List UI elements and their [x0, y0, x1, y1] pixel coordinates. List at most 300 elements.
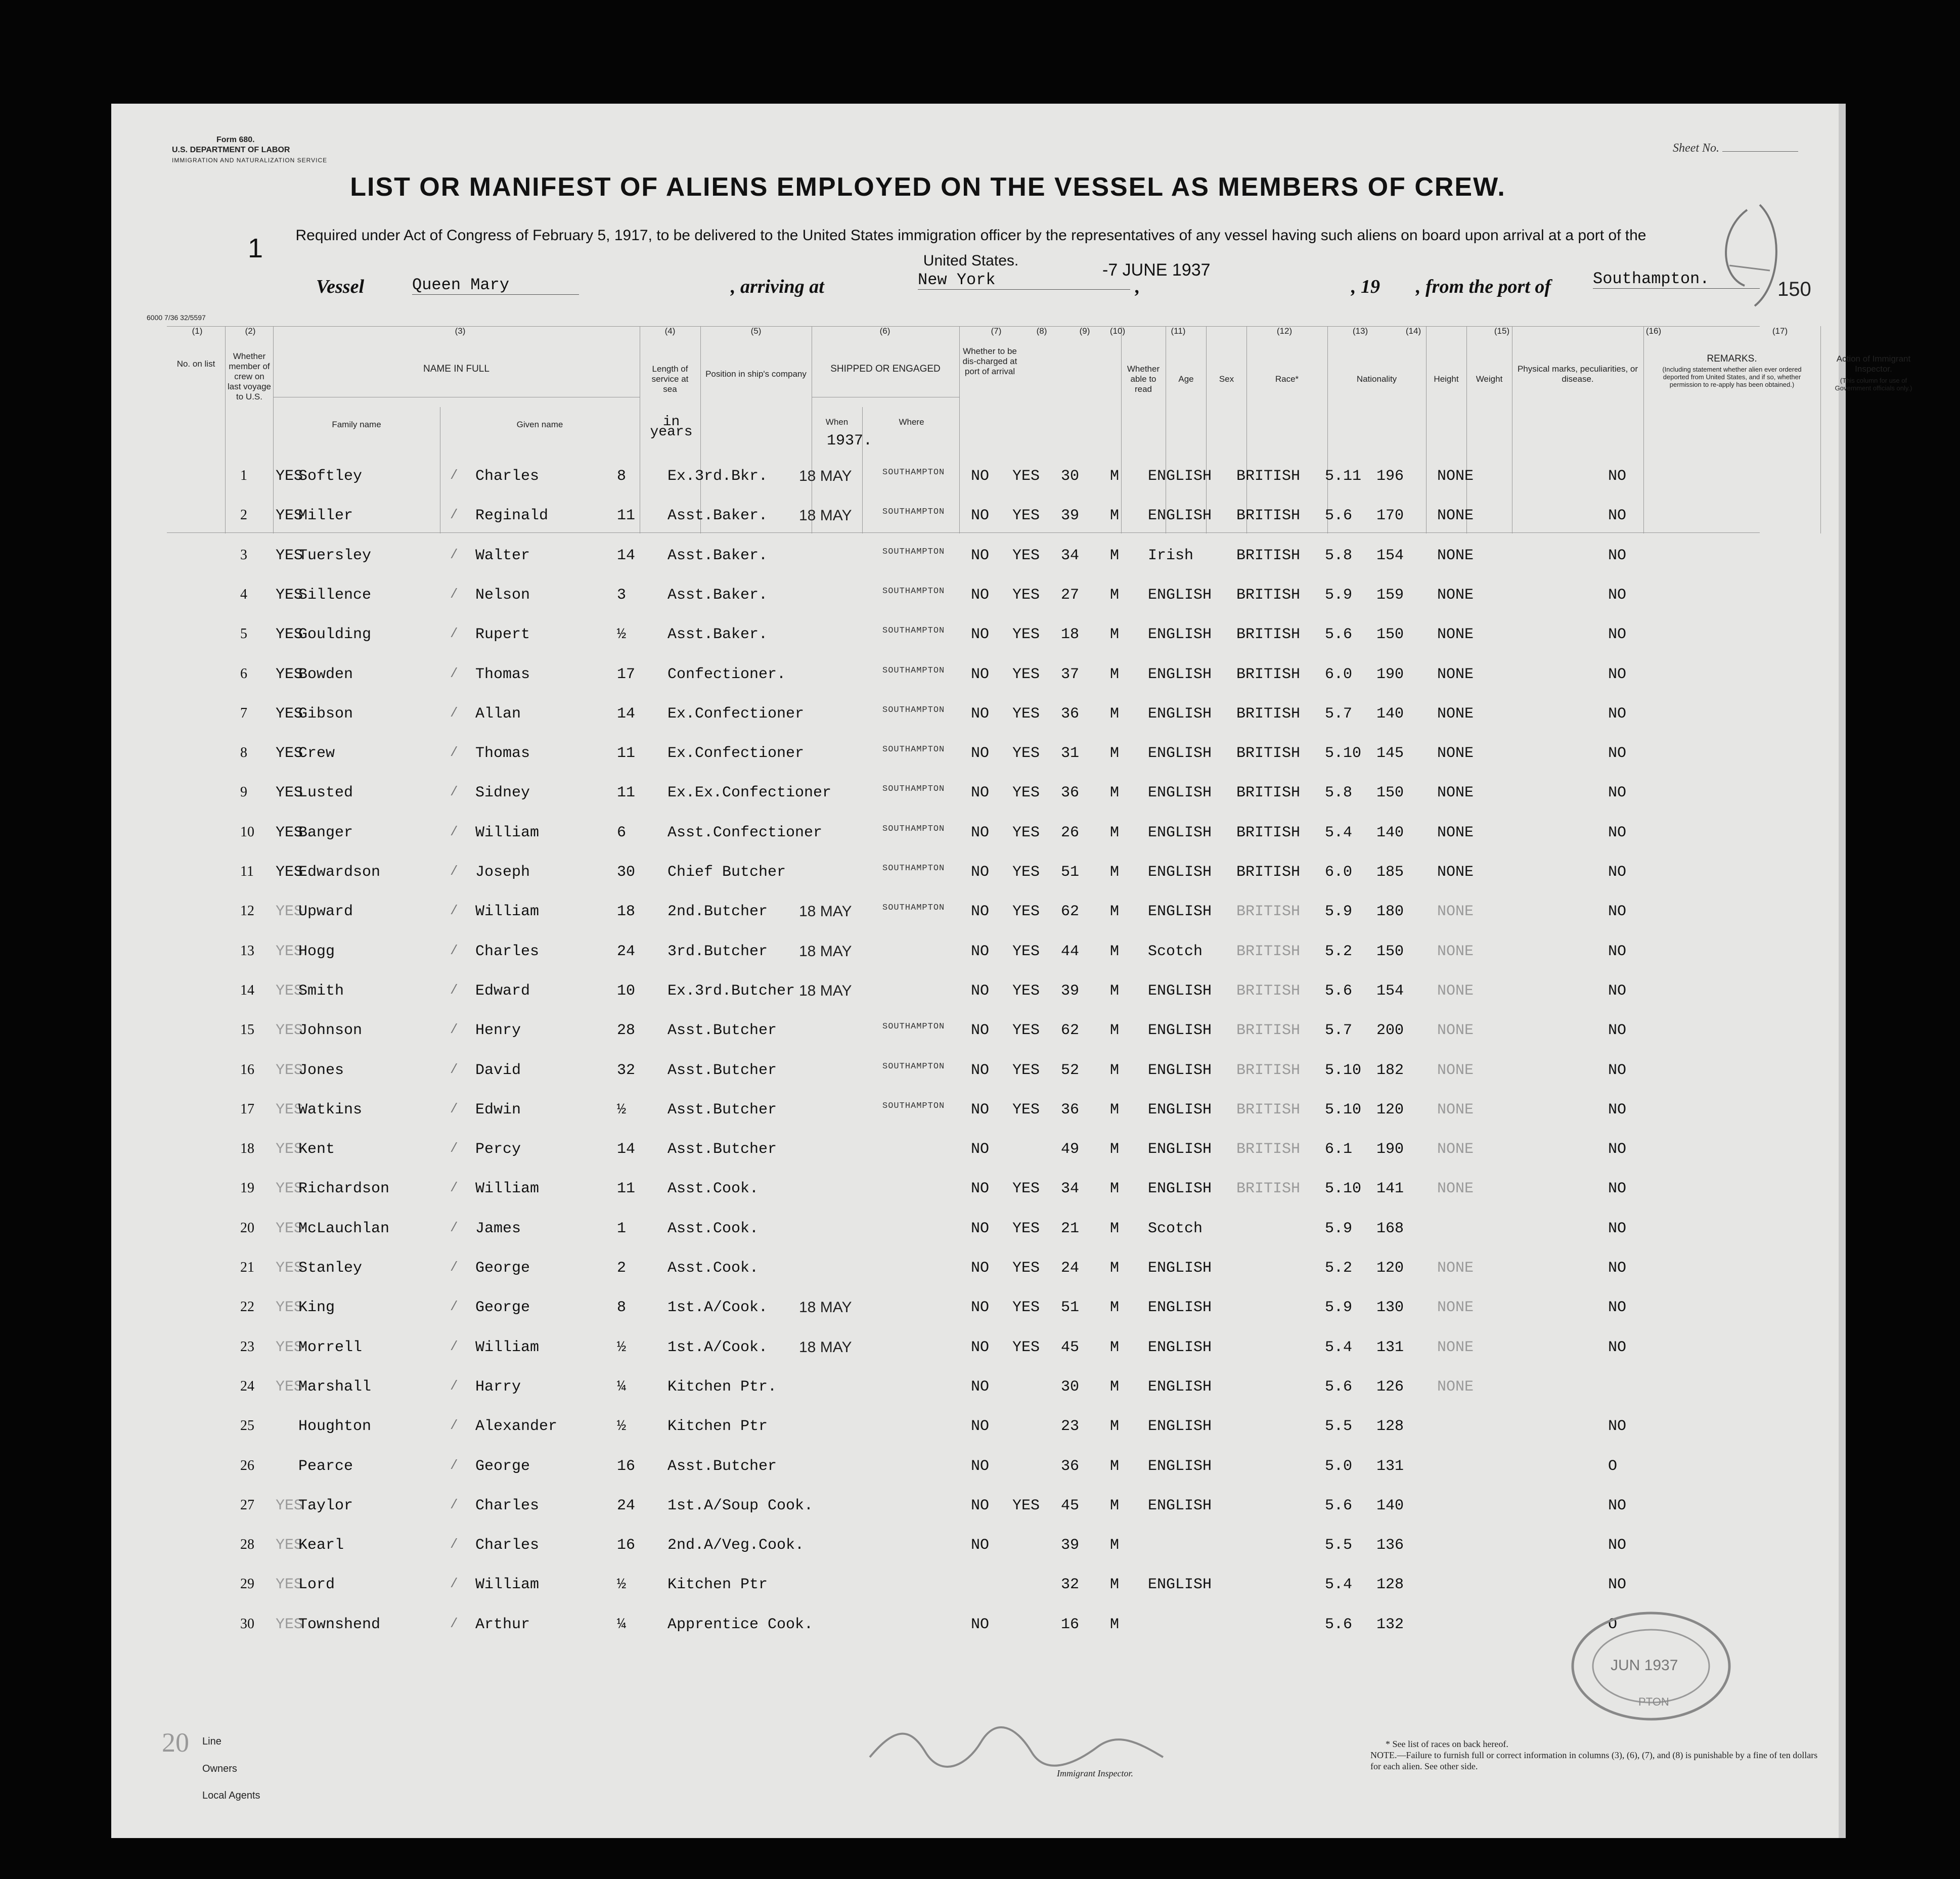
height: 5.6	[1325, 626, 1353, 644]
physical-marks: NONE	[1437, 626, 1474, 644]
ship-position: Asst.Butcher	[667, 1457, 777, 1475]
table-row	[111, 666, 1846, 705]
service-years: 14	[617, 1141, 636, 1158]
race: ENGLISH	[1148, 1022, 1212, 1040]
height: 5.9	[1325, 1299, 1353, 1317]
discharged-at-arrival: NO	[971, 1497, 990, 1514]
sheet-no-label: Sheet No.	[1673, 142, 1798, 155]
given-name: Edwin	[475, 1101, 521, 1119]
height: 5.6	[1325, 1378, 1353, 1396]
given-name: William	[475, 1576, 540, 1594]
ship-position: 1st.A/Cook.	[667, 1338, 768, 1356]
crew-member-last-voyage: YES	[276, 824, 303, 841]
discharged-at-arrival: NO	[971, 1537, 990, 1554]
hdr-length-service: Length of service at sea	[651, 364, 689, 394]
weight: 141	[1376, 1180, 1404, 1198]
given-name: Rupert	[475, 626, 530, 644]
race: ENGLISH	[1148, 665, 1212, 683]
table-row	[111, 507, 1846, 547]
hdr-given-name: Given name	[516, 420, 563, 429]
height: 5.4	[1325, 1338, 1353, 1356]
service-years: 18	[617, 903, 636, 921]
nationality: BRITISH	[1236, 1061, 1301, 1079]
sex: M	[1110, 1576, 1120, 1594]
shipped-where: SOUTHAMPTON	[882, 626, 945, 636]
weight: 154	[1376, 547, 1404, 564]
family-name: Lord	[298, 1576, 335, 1594]
discharged-at-arrival: NO	[971, 1220, 990, 1237]
discharged-at-arrival: NO	[971, 784, 990, 802]
row-number: 18	[240, 1141, 254, 1157]
sex: M	[1110, 982, 1120, 1000]
table-row	[111, 943, 1846, 982]
remarks: NO	[1608, 1022, 1627, 1040]
remarks: O	[1608, 1457, 1618, 1475]
physical-marks: NONE	[1437, 468, 1474, 485]
service-years: 11	[617, 745, 636, 763]
table-row	[111, 903, 1846, 943]
sex: M	[1110, 1061, 1120, 1079]
physical-marks: NONE	[1437, 1378, 1474, 1396]
height: 6.0	[1325, 665, 1353, 683]
weight: 131	[1376, 1457, 1404, 1475]
sex: M	[1110, 586, 1120, 604]
able-to-read: YES	[1012, 824, 1040, 841]
family-name: Crew	[298, 745, 335, 763]
stamp-date: JUN 1937	[1611, 1657, 1678, 1674]
weight: 190	[1376, 665, 1404, 683]
age: 62	[1061, 903, 1080, 921]
race: ENGLISH	[1148, 745, 1212, 763]
shipped-when: 18 MAY	[799, 943, 852, 960]
family-name: Miller	[298, 507, 353, 525]
discharged-at-arrival: NO	[971, 1338, 990, 1356]
crew-member-last-voyage: YES	[276, 903, 303, 921]
age: 36	[1061, 1457, 1080, 1475]
height: 5.6	[1325, 507, 1353, 525]
weight: 128	[1376, 1576, 1404, 1594]
shipped-year: 1937.	[827, 432, 873, 450]
check-tick: /	[450, 1418, 458, 1434]
crew-member-last-voyage: YES	[276, 1180, 303, 1198]
physical-marks: NONE	[1437, 1022, 1474, 1040]
physical-marks: NONE	[1437, 1338, 1474, 1356]
physical-marks: NONE	[1437, 1299, 1474, 1317]
col-num-14: (14)	[1405, 326, 1421, 336]
sex: M	[1110, 1418, 1120, 1436]
shipped-where: SOUTHAMPTON	[882, 665, 945, 676]
weight: 136	[1376, 1537, 1404, 1554]
age: 27	[1061, 586, 1080, 604]
row-number: 1	[240, 468, 247, 483]
check-tick: /	[450, 864, 458, 879]
physical-marks: NONE	[1437, 586, 1474, 604]
sex: M	[1110, 507, 1120, 525]
table-row	[111, 864, 1846, 903]
weight: 140	[1376, 705, 1404, 723]
check-tick: /	[450, 1260, 458, 1275]
given-name: Edward	[475, 982, 530, 1000]
row-number: 12	[240, 903, 254, 919]
table-row	[111, 468, 1846, 507]
crew-member-last-voyage: YES	[276, 1022, 303, 1040]
table-row	[111, 1062, 1846, 1101]
given-name: Thomas	[475, 665, 530, 683]
document-subtitle: Required under Act of Congress of February 5, 1917, to be delivered to the United States immigration officer by the representatives of any vessel having such aliens on board upon arrival at a port of the United States.	[295, 227, 1646, 269]
discharged-at-arrival: NO	[971, 547, 990, 564]
remarks: NO	[1608, 468, 1627, 485]
col-num-11: (11)	[1171, 326, 1186, 336]
service-years: 32	[617, 1061, 636, 1079]
physical-marks: NONE	[1437, 705, 1474, 723]
service-years: 17	[617, 665, 636, 683]
nationality: BRITISH	[1236, 745, 1301, 763]
height: 5.5	[1325, 1537, 1353, 1554]
physical-marks: NONE	[1437, 982, 1474, 1000]
table-row	[111, 1458, 1846, 1497]
family-name: Pearce	[298, 1457, 353, 1475]
weight: 130	[1376, 1299, 1404, 1317]
service-years: ½	[617, 1338, 627, 1356]
race: ENGLISH	[1148, 903, 1212, 921]
form-number: Form 680.	[216, 136, 255, 144]
family-name: King	[298, 1299, 335, 1317]
discharged-at-arrival: NO	[971, 705, 990, 723]
crew-member-last-voyage: YES	[276, 1576, 303, 1594]
physical-marks: NONE	[1437, 864, 1474, 881]
crew-member-last-voyage: YES	[276, 864, 303, 881]
shipped-when: 18 MAY	[799, 982, 852, 999]
weight: 159	[1376, 586, 1404, 604]
nationality: BRITISH	[1236, 1022, 1301, 1040]
check-tick: /	[450, 745, 458, 760]
check-tick: /	[450, 1616, 458, 1631]
age: 21	[1061, 1220, 1080, 1237]
service-years: 16	[617, 1537, 636, 1554]
height: 5.6	[1325, 1616, 1353, 1633]
ship-position: Asst.Cook.	[667, 1180, 759, 1198]
shipped-where: SOUTHAMPTON	[882, 824, 945, 834]
sex: M	[1110, 1022, 1120, 1040]
ship-position: 1st.A/Cook.	[667, 1299, 768, 1317]
family-name: Houghton	[298, 1418, 372, 1436]
col-num-4: (4)	[664, 326, 676, 336]
height: 5.10	[1325, 1180, 1362, 1198]
given-name: Thomas	[475, 745, 530, 763]
given-name: Percy	[475, 1141, 521, 1158]
discharged-at-arrival: NO	[971, 1141, 990, 1158]
discharged-at-arrival: NO	[971, 626, 990, 644]
shipped-where: SOUTHAMPTON	[882, 705, 945, 715]
service-years: ½	[617, 1101, 627, 1119]
nationality: BRITISH	[1236, 586, 1301, 604]
table-row	[111, 1299, 1846, 1338]
col-num-17: (17)	[1772, 326, 1788, 336]
crew-member-last-voyage: YES	[276, 1141, 303, 1158]
crew-member-last-voyage: YES	[276, 784, 303, 802]
family-name: Jones	[298, 1061, 344, 1079]
ship-position: Ex.Confectioner	[667, 705, 805, 723]
crew-member-last-voyage: YES	[276, 982, 303, 1000]
weight: 150	[1376, 626, 1404, 644]
race: ENGLISH	[1148, 1457, 1212, 1475]
height: 5.9	[1325, 586, 1353, 604]
hdr-shipped-engaged: SHIPPED OR ENGAGED	[830, 364, 941, 374]
given-name: Charles	[475, 943, 540, 960]
remarks: NO	[1608, 1220, 1627, 1237]
remarks: NO	[1608, 1141, 1627, 1158]
family-name: Edwardson	[298, 864, 381, 881]
check-tick: /	[450, 903, 458, 919]
nationality: BRITISH	[1236, 1141, 1301, 1158]
age: 32	[1061, 1576, 1080, 1594]
service-years: ½	[617, 626, 627, 644]
discharged-at-arrival: NO	[971, 1616, 990, 1633]
hdr-action-note: (This column for use of Government officials only.)	[1835, 377, 1912, 392]
check-tick: /	[450, 586, 458, 602]
col-num-10: (10)	[1109, 326, 1126, 336]
discharged-at-arrival: NO	[971, 1022, 990, 1040]
nationality: BRITISH	[1236, 468, 1301, 485]
remarks: NO	[1608, 1418, 1627, 1436]
table-row	[111, 1537, 1846, 1576]
sex: M	[1110, 705, 1120, 723]
race: ENGLISH	[1148, 824, 1212, 841]
crew-member-last-voyage: YES	[276, 586, 303, 604]
able-to-read: YES	[1012, 1180, 1040, 1198]
weight: 120	[1376, 1260, 1404, 1277]
remarks: NO	[1608, 1537, 1627, 1554]
discharged-at-arrival: NO	[971, 745, 990, 763]
crew-member-last-voyage: YES	[276, 1616, 303, 1633]
remarks: NO	[1608, 705, 1627, 723]
nationality: BRITISH	[1236, 626, 1301, 644]
race: ENGLISH	[1148, 507, 1212, 525]
age: 34	[1061, 547, 1080, 564]
remarks: NO	[1608, 626, 1627, 644]
crew-member-last-voyage: YES	[276, 705, 303, 723]
family-name: Johnson	[298, 1022, 363, 1040]
check-tick: /	[450, 507, 458, 523]
service-years: 11	[617, 507, 636, 525]
ship-position: Kitchen Ptr	[667, 1576, 768, 1594]
race: ENGLISH	[1148, 1180, 1212, 1198]
discharged-at-arrival: NO	[971, 824, 990, 841]
remarks: NO	[1608, 1338, 1627, 1356]
year-label: , 19	[1351, 276, 1380, 297]
age: 39	[1061, 507, 1080, 525]
crew-member-last-voyage: YES	[276, 943, 303, 960]
sex: M	[1110, 1220, 1120, 1237]
age: 37	[1061, 665, 1080, 683]
arriving-port: New York	[918, 271, 1130, 290]
shipped-where: SOUTHAMPTON	[882, 1101, 945, 1111]
age: 49	[1061, 1141, 1080, 1158]
table-row	[111, 1339, 1846, 1378]
able-to-read: YES	[1012, 1220, 1040, 1237]
table-row	[111, 1141, 1846, 1180]
discharged-at-arrival: NO	[971, 1061, 990, 1079]
row-number: 30	[240, 1616, 254, 1632]
service-years: 11	[617, 784, 636, 802]
table-row	[111, 547, 1846, 587]
check-tick: /	[450, 1576, 458, 1592]
able-to-read: YES	[1012, 1299, 1040, 1317]
height: 5.2	[1325, 1260, 1353, 1277]
service-years: 24	[617, 943, 636, 960]
discharged-at-arrival: NO	[971, 903, 990, 921]
service-years: 8	[617, 468, 627, 485]
race: ENGLISH	[1148, 705, 1212, 723]
weight: 154	[1376, 982, 1404, 1000]
given-name: Henry	[475, 1022, 521, 1040]
arrival-date: -7 JUNE 1937	[1102, 260, 1211, 280]
discharged-at-arrival: NO	[971, 1378, 990, 1396]
able-to-read: YES	[1012, 745, 1040, 763]
table-row	[111, 1180, 1846, 1220]
discharged-at-arrival: NO	[971, 982, 990, 1000]
age: 51	[1061, 864, 1080, 881]
row-number: 13	[240, 943, 254, 959]
discharged-at-arrival: NO	[971, 943, 990, 960]
race: ENGLISH	[1148, 982, 1212, 1000]
sex: M	[1110, 547, 1120, 564]
remarks: NO	[1608, 745, 1627, 763]
able-to-read: YES	[1012, 784, 1040, 802]
sex: M	[1110, 1141, 1120, 1158]
weight: 168	[1376, 1220, 1404, 1237]
height: 5.6	[1325, 1497, 1353, 1514]
weight: 150	[1376, 943, 1404, 960]
hdr-height: Height	[1434, 374, 1459, 384]
height: 5.2	[1325, 943, 1353, 960]
hdr-when: When	[825, 417, 849, 427]
sex: M	[1110, 943, 1120, 960]
able-to-read: YES	[1012, 547, 1040, 564]
weight: 140	[1376, 824, 1404, 841]
check-tick: /	[450, 824, 458, 839]
ship-position: Ex.Ex.Confectioner	[667, 784, 832, 802]
family-name: Stanley	[298, 1260, 363, 1277]
row-number: 22	[240, 1299, 254, 1315]
ship-position: 2nd.A/Veg.Cook.	[667, 1537, 805, 1554]
table-row	[111, 745, 1846, 784]
given-name: Reginald	[475, 507, 549, 525]
age: 39	[1061, 982, 1080, 1000]
family-name: Marshall	[298, 1378, 372, 1396]
discharged-at-arrival: NO	[971, 1180, 990, 1198]
crew-member-last-voyage: YES	[276, 1378, 303, 1396]
family-name: Smith	[298, 982, 344, 1000]
height: 5.9	[1325, 903, 1353, 921]
check-tick: /	[450, 1338, 458, 1354]
service-years: 6	[617, 824, 627, 841]
footer-line: Line	[202, 1736, 221, 1747]
given-name: Charles	[475, 1537, 540, 1554]
ship-position: Asst.Butcher	[667, 1141, 777, 1158]
discharged-at-arrival: NO	[971, 507, 990, 525]
ship-position: 1st.A/Soup Cook.	[667, 1497, 814, 1514]
shipped-where: SOUTHAMPTON	[882, 468, 945, 477]
check-tick: /	[450, 943, 458, 958]
service-years: ½	[617, 1576, 627, 1594]
race: ENGLISH	[1148, 1141, 1212, 1158]
able-to-read: YES	[1012, 903, 1040, 921]
sex: M	[1110, 1616, 1120, 1633]
row-number: 14	[240, 982, 254, 998]
age: 51	[1061, 1299, 1080, 1317]
hdr-where: Where	[899, 417, 924, 427]
service-years: ¼	[617, 1378, 627, 1396]
remarks: NO	[1608, 507, 1627, 525]
race: ENGLISH	[1148, 864, 1212, 881]
sex: M	[1110, 1338, 1120, 1356]
from-port-label: , from the port of	[1416, 276, 1551, 297]
race: ENGLISH	[1148, 1101, 1212, 1119]
remarks: NO	[1608, 665, 1627, 683]
race: ENGLISH	[1148, 1576, 1212, 1594]
margin-print-code: 6000 7/36 32/5597	[147, 314, 206, 322]
family-name: Softley	[298, 468, 363, 485]
physical-marks: NONE	[1437, 665, 1474, 683]
ship-position: Asst.Baker.	[667, 507, 768, 525]
given-name: William	[475, 1338, 540, 1356]
shipped-when: 18 MAY	[799, 1338, 852, 1356]
ship-position: Asst.Baker.	[667, 586, 768, 604]
sex: M	[1110, 1378, 1120, 1396]
hdr-physical-marks: Physical marks, peculiarities, or disease.	[1517, 364, 1638, 384]
hdr-remarks-note: (Including statement whether alien ever ordered deported from United States, and if so, whether permission to re-apply has been obtained.)	[1662, 366, 1802, 388]
col-num-16: (16)	[1645, 326, 1662, 336]
table-row	[111, 1497, 1846, 1537]
table-row	[111, 982, 1846, 1022]
footnote-penalty: NOTE.—Failure to furnish full or correct information in columns (3), (6), (7), and (8) is punishable by a fine of ten dollars for each alien. See other side.	[1370, 1750, 1818, 1771]
check-tick: /	[450, 1299, 458, 1315]
service-name: IMMIGRATION AND NATURALIZATION SERVICE	[172, 157, 328, 164]
check-tick: /	[450, 1141, 458, 1156]
remarks: NO	[1608, 547, 1627, 564]
col-num-7: (7)	[991, 326, 1002, 336]
physical-marks: NONE	[1437, 824, 1474, 841]
age: 18	[1061, 626, 1080, 644]
physical-marks: NONE	[1437, 1260, 1474, 1277]
physical-marks: NONE	[1437, 507, 1474, 525]
weight: 190	[1376, 1141, 1404, 1158]
handwritten-sheet-number: 150	[1777, 278, 1811, 300]
height: 6.1	[1325, 1141, 1353, 1158]
check-tick: /	[450, 1180, 458, 1196]
family-name: Hogg	[298, 943, 335, 960]
discharged-at-arrival: NO	[971, 864, 990, 881]
family-name: Kearl	[298, 1537, 344, 1554]
check-tick: /	[450, 665, 458, 681]
discharged-at-arrival: NO	[971, 1299, 990, 1317]
nationality: BRITISH	[1236, 903, 1301, 921]
height: 5.0	[1325, 1457, 1353, 1475]
hdr-race: Race*	[1275, 374, 1299, 384]
vessel-line	[316, 260, 1808, 306]
weight: 196	[1376, 468, 1404, 485]
row-number: 7	[240, 705, 247, 721]
check-tick: /	[450, 468, 458, 483]
table-row	[111, 824, 1846, 864]
height: 5.4	[1325, 824, 1353, 841]
given-name: David	[475, 1061, 521, 1079]
remarks: O	[1608, 1616, 1618, 1633]
sex: M	[1110, 824, 1120, 841]
race: ENGLISH	[1148, 1260, 1212, 1277]
race: Irish	[1148, 547, 1194, 564]
